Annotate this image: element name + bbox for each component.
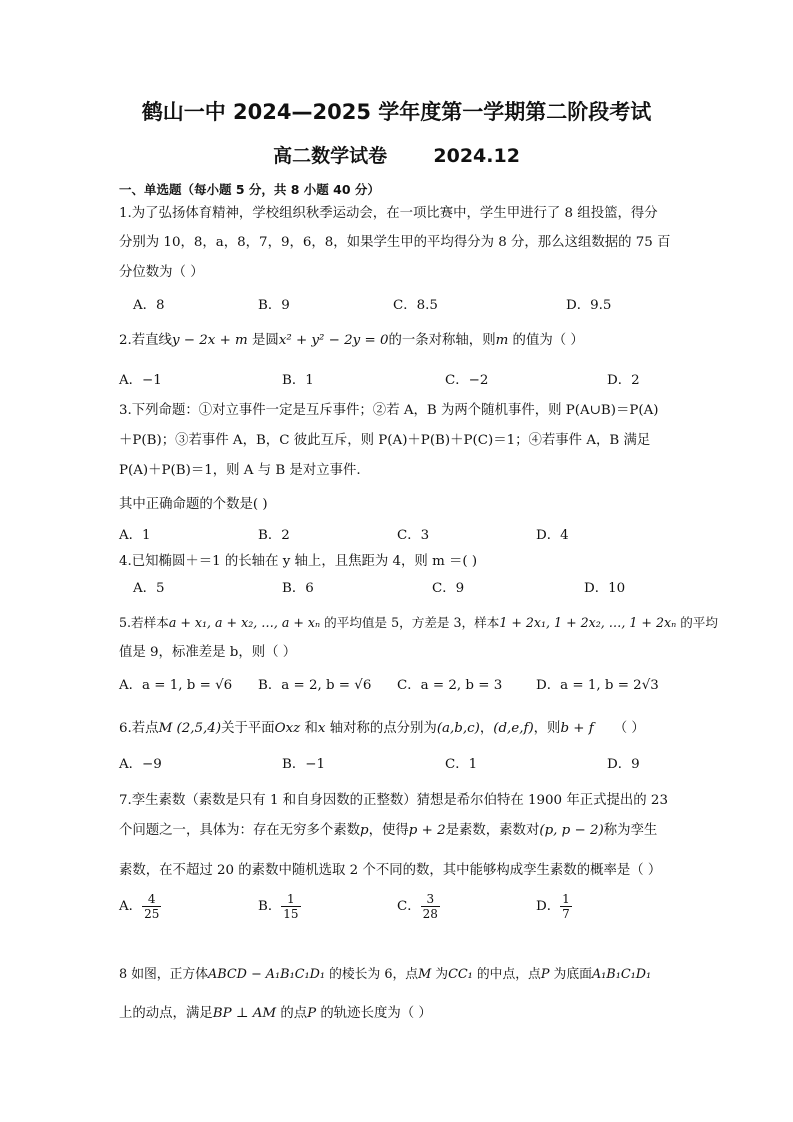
q7-option-d-num: 1 — [562, 892, 570, 906]
q3-option-c: C．3 — [397, 528, 430, 543]
q8-line2 — [119, 1005, 432, 1023]
q2-option-a: A．−1 — [119, 373, 162, 388]
q6-point-abc: (a,b,c) — [436, 721, 480, 736]
q7-option-c-label: C． — [397, 899, 421, 914]
q7-line1: 7.孪生素数（素数是只有 1 和自身因数的正整数）猜想是希尔伯特在 1900 年正式提出的 23 — [119, 793, 668, 808]
q7-option-d-fraction — [560, 892, 572, 921]
q7-expr: p + 2 — [408, 823, 446, 838]
q2-option-d: D．2 — [607, 373, 640, 388]
q7-line2 — [119, 822, 657, 840]
q3-option-d: D．4 — [536, 528, 569, 543]
section-heading: 一、单选题（每小题 5 分，共 8 小题 40 分） — [119, 182, 380, 197]
page-subtitle: 高二数学试卷 2024.12 — [273, 145, 520, 167]
q6-text-b: 关于平面 — [221, 721, 275, 736]
q6-text-f: ，则 — [533, 721, 561, 736]
q2-line-eq: y − 2x + m — [171, 333, 248, 348]
q7-pair: (p, p − 2) — [539, 823, 604, 838]
q7-text-c: 是素数，素数对 — [445, 823, 540, 838]
q3-line3: P(A)＋P(B)＝1，则 A 与 B 是对立事件. — [119, 463, 361, 478]
q2-var-m: m — [495, 333, 509, 348]
q6-text-g: （ ） — [613, 721, 645, 736]
q7-option-b-fraction — [281, 892, 300, 921]
q2-line1 — [119, 332, 584, 350]
q7-option-c-num: 3 — [421, 892, 440, 907]
q4-line1: 4.已知椭圆＋＝1 的长轴在 y 轴上，且焦距为 4，则 m ＝( ) — [119, 554, 478, 569]
page-title: 鹤山一中 2024—2025 学年度第一学期第二阶段考试 — [141, 100, 652, 124]
q8-face: A₁B₁C₁D₁ — [591, 967, 652, 982]
q1-option-d: D．9.5 — [566, 298, 612, 313]
q6-point-def: (d,e,f) — [493, 721, 534, 736]
q7-option-a — [119, 892, 161, 921]
q2-option-c: C．−2 — [445, 373, 489, 388]
q5-line2: 值是 9，标准差是 b，则（ ） — [119, 645, 297, 660]
q1-option-c: C．8.5 — [393, 298, 438, 313]
q6-line1 — [119, 720, 645, 738]
q6-axis: x — [317, 721, 326, 736]
q6-point-m: M (2,5,4) — [158, 721, 222, 736]
q5-option-d: D．a = 1, b = 2√3 — [536, 678, 659, 693]
q7-option-c-den: 28 — [422, 907, 438, 921]
q6-option-d: D．9 — [607, 757, 640, 772]
q6-plane: Oxz — [274, 721, 301, 736]
q8-condition: BP ⊥ AM — [212, 1006, 277, 1021]
q7-option-b-label: B． — [258, 899, 282, 914]
q1-option-b: B．9 — [258, 298, 290, 313]
q6-expr: b + f — [560, 721, 594, 736]
q6-option-b: B．−1 — [282, 757, 325, 772]
q5-sample1: a + x₁, a + x₂, …, a + xₙ — [168, 615, 321, 630]
q8-text-b: 的棱长为 6，点 — [325, 967, 419, 982]
q8-point-m: M — [418, 967, 432, 982]
q7-option-b — [258, 892, 301, 921]
q6-text-e: ， — [479, 721, 494, 736]
q3-option-a: A．1 — [119, 528, 151, 543]
q7-option-c-fraction — [421, 892, 440, 921]
q5-sample2: 1 + 2x₁, 1 + 2x₂, …, 1 + 2xₙ — [499, 615, 677, 630]
q7-option-d — [536, 892, 572, 921]
q5-text-a: 5.若样本 — [119, 615, 169, 630]
q1-line2: 分别为 10，8，a，8，7，9，6，8，如果学生甲的平均得分为 8 分，那么这组数据的 75 百 — [119, 235, 671, 250]
q8-cube: ABCD − A₁B₁C₁D₁ — [208, 967, 326, 982]
q6-text-c: 和 — [300, 721, 318, 736]
q8-text-a: 8 如图，正方体 — [119, 967, 208, 982]
q7-line3: 素数，在不超过 20 的素数中随机选取 2 个不同的数，其中能够构成孪生素数的概率是（ ） — [119, 863, 662, 878]
q3-line1: 3.下列命题：①对立事件一定是互斥事件；②若 A，B 为两个随机事件，则 P(A∪B)＝P(A) — [119, 403, 659, 418]
q8-edge: CC₁ — [448, 967, 473, 982]
q2-text-c: 的一条对称轴，则 — [388, 333, 496, 348]
q4-option-b: B．6 — [282, 581, 314, 596]
q7-text-b: ，使得 — [368, 823, 409, 838]
q4-option-c: C．9 — [432, 581, 465, 596]
q6-option-a: A．−9 — [119, 757, 162, 772]
q8-text-f: 上的动点，满足 — [119, 1006, 213, 1021]
q2-circle-eq: x² + y² − 2y = 0 — [278, 333, 389, 348]
q8-point-p2: P — [307, 1006, 317, 1021]
q6-text-d: 轴对称的点分别为 — [325, 721, 437, 736]
q5-option-a: A．a = 1, b = √6 — [119, 678, 233, 693]
q5-line1 — [119, 614, 718, 632]
q3-line4: 其中正确命题的个数是( ) — [119, 497, 268, 512]
q6-option-c: C．1 — [445, 757, 478, 772]
q7-option-a-den: 25 — [144, 907, 160, 921]
q5-text-b: 的平均值是 5，方差是 3，样本 — [320, 615, 500, 630]
q7-option-a-num: 4 — [142, 892, 161, 907]
q7-option-a-label: A． — [119, 899, 143, 914]
q8-line1 — [119, 966, 651, 984]
q7-option-d-den: 7 — [562, 907, 570, 921]
q5-option-b: B．a = 2, b = √6 — [258, 678, 372, 693]
q8-text-e: 为底面 — [549, 967, 592, 982]
q5-text-c: 的平均 — [676, 615, 718, 630]
q2-option-b: B．1 — [282, 373, 314, 388]
q7-option-b-den: 15 — [283, 907, 299, 921]
q6-text-a: 6.若点 — [119, 721, 159, 736]
q7-text-a: 个问题之一，具体为：存在无穷多个素数 — [119, 823, 361, 838]
q1-line3: 分位数为（ ） — [119, 265, 204, 280]
q2-text-d: 的值为（ ） — [508, 333, 584, 348]
q8-text-c: 为 — [431, 967, 449, 982]
q2-text-a: 2.若直线 — [119, 333, 172, 348]
q8-text-d: 的中点，点 — [472, 967, 541, 982]
q5-option-c: C．a = 2, b = 3 — [397, 678, 503, 693]
q8-point-p: P — [540, 967, 550, 982]
q7-option-c — [397, 892, 440, 921]
q1-option-a: A．8 — [133, 298, 165, 313]
q7-text-d: 称为孪生 — [603, 823, 658, 838]
q7-option-a-fraction — [142, 892, 161, 921]
q3-option-b: B．2 — [258, 528, 290, 543]
q4-option-a: A．5 — [133, 581, 165, 596]
q7-var-p: p — [360, 823, 369, 838]
q7-option-d-label: D． — [536, 899, 561, 914]
q4-option-d: D．10 — [584, 581, 626, 596]
q7-option-b-num: 1 — [281, 892, 300, 907]
q8-text-g: 的点 — [276, 1006, 308, 1021]
q3-line2: ＋P(B)；③若事件 A，B，C 彼此互斥，则 P(A)＋P(B)＋P(C)＝1；④若事件 A，B 满足 — [119, 433, 651, 448]
q8-text-h: 的轨迹长度为（ ） — [316, 1006, 432, 1021]
q2-text-b: 是圆 — [247, 333, 279, 348]
q1-line1: 1.为了弘扬体育精神，学校组织秋季运动会，在一项比赛中，学生甲进行了 8 组投篮，得分 — [119, 206, 658, 221]
